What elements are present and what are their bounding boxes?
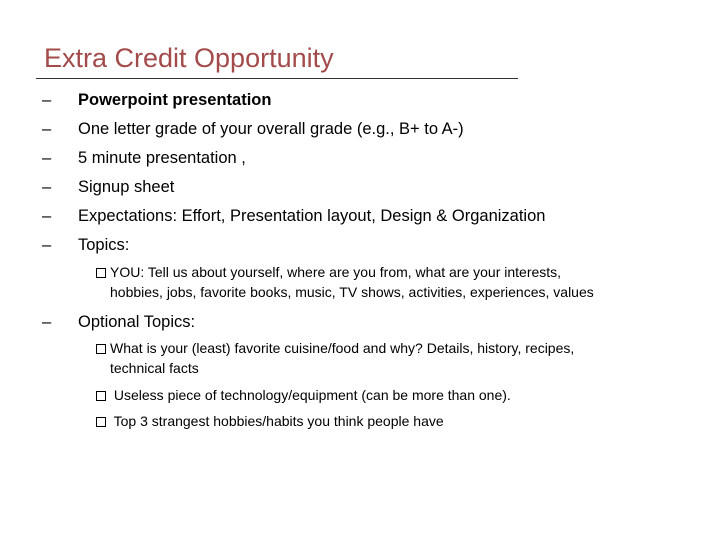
optional-heading: Optional Topics: bbox=[78, 313, 196, 331]
bullet-item bbox=[42, 118, 464, 140]
bullet-text: Signup sheet bbox=[78, 178, 175, 196]
checkbox-square-icon bbox=[96, 391, 106, 401]
bullet-item bbox=[42, 205, 545, 227]
bullet-item bbox=[42, 176, 174, 198]
checkbox-square-icon bbox=[96, 417, 106, 427]
optional-topic-line1: What is your (least) favorite cuisine/food and why? Details, history, recipes, bbox=[110, 340, 575, 356]
dash-marker: – bbox=[42, 149, 52, 167]
topic-text-line1: YOU: Tell us about yourself, where are you from, what are your interests, bbox=[110, 264, 562, 280]
title-underline bbox=[36, 78, 518, 79]
bullet-item bbox=[42, 89, 271, 111]
dash-marker: – bbox=[42, 120, 52, 138]
optional-topic-line1: Useless piece of technology/equipment (can be more than one). bbox=[110, 387, 511, 403]
checkbox-square-icon bbox=[96, 344, 106, 354]
optional-topic-line1: Top 3 strangest hobbies/habits you think people have bbox=[110, 413, 444, 429]
bullet-text: 5 minute presentation , bbox=[78, 149, 246, 167]
dash-marker: – bbox=[42, 207, 52, 225]
dash-marker: – bbox=[42, 236, 52, 254]
bullet-item bbox=[42, 147, 246, 169]
bullet-text: One letter grade of your overall grade (e.g., B+ to A-) bbox=[78, 120, 464, 138]
bullet-item bbox=[42, 234, 129, 256]
bullet-text: Powerpoint presentation bbox=[78, 91, 272, 109]
dash-marker: – bbox=[42, 178, 52, 196]
topic-item bbox=[96, 262, 696, 302]
checkbox-square-icon bbox=[96, 268, 106, 278]
optional-topic-item bbox=[96, 411, 696, 431]
optional-topic-item bbox=[96, 385, 696, 405]
dash-marker: – bbox=[42, 313, 52, 331]
dash-marker: – bbox=[42, 91, 52, 109]
page-title: Extra Credit Opportunity bbox=[44, 43, 334, 73]
bullet-text: Expectations: Effort, Presentation layout, Design & Organization bbox=[78, 207, 546, 225]
topic-text-line2: hobbies, jobs, favorite books, music, TV shows, activities, experiences, values bbox=[110, 284, 594, 300]
bullet-item-optional bbox=[42, 311, 195, 333]
optional-topic-line2: technical facts bbox=[110, 360, 199, 376]
optional-topic-item bbox=[96, 338, 696, 378]
bullet-text: Topics: bbox=[78, 236, 130, 254]
